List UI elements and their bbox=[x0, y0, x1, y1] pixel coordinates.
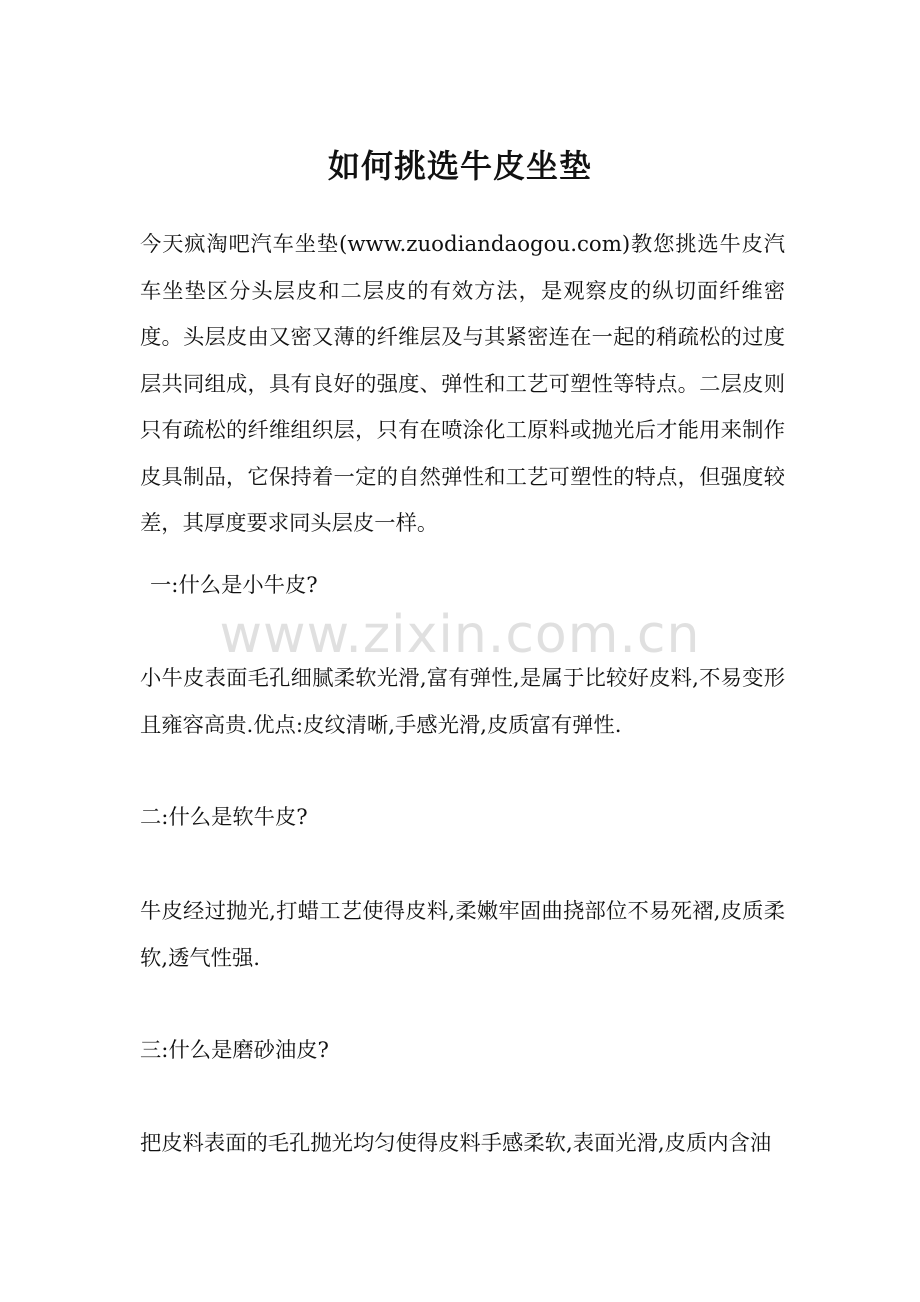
intro-paragraph: 今天疯淘吧汽车坐垫(www.zuodiandaogou.com)教您挑选牛皮汽车坐垫区分头层皮和二层皮的有效方法，是观察皮的纵切面纤维密度。头层皮由又密又薄的纤维层及与其紧密连在一起的稍疏松的过度层共同组成，具有良好的强度、弹性和工艺可塑性等特点。二层皮则只有疏松的纤维组织层，只有在喷涂化工原料或抛光后才能用来制作皮具制品，它保持着一定的自然弹性和工艺可塑性的特点，但强度较差，其厚度要求同头层皮一样。 bbox=[140, 232, 785, 536]
page-title: 如何挑选牛皮坐垫 bbox=[327, 147, 592, 185]
section-paragraph-1: 小牛皮表面毛孔细腻柔软光滑,富有弹性,是属于比较好皮料,不易变形且雍容高贵.优点:皮纹清晰,手感光滑,皮质富有弹性. bbox=[140, 666, 785, 738]
section-heading-1: 一:什么是小牛皮? bbox=[150, 573, 318, 598]
watermark: www.zixin.com.cn bbox=[219, 605, 701, 665]
section-heading-2: 二:什么是软牛皮? bbox=[140, 805, 308, 830]
section-heading-3: 三:什么是磨砂油皮? bbox=[140, 1038, 329, 1063]
section-paragraph-2: 牛皮经过抛光,打蜡工艺使得皮料,柔嫩牢固曲挠部位不易死褶,皮质柔软,透气性强. bbox=[140, 899, 785, 971]
section-paragraph-3: 把皮料表面的毛孔抛光均匀使得皮料手感柔软,表面光滑,皮质内含油 bbox=[140, 1131, 772, 1156]
